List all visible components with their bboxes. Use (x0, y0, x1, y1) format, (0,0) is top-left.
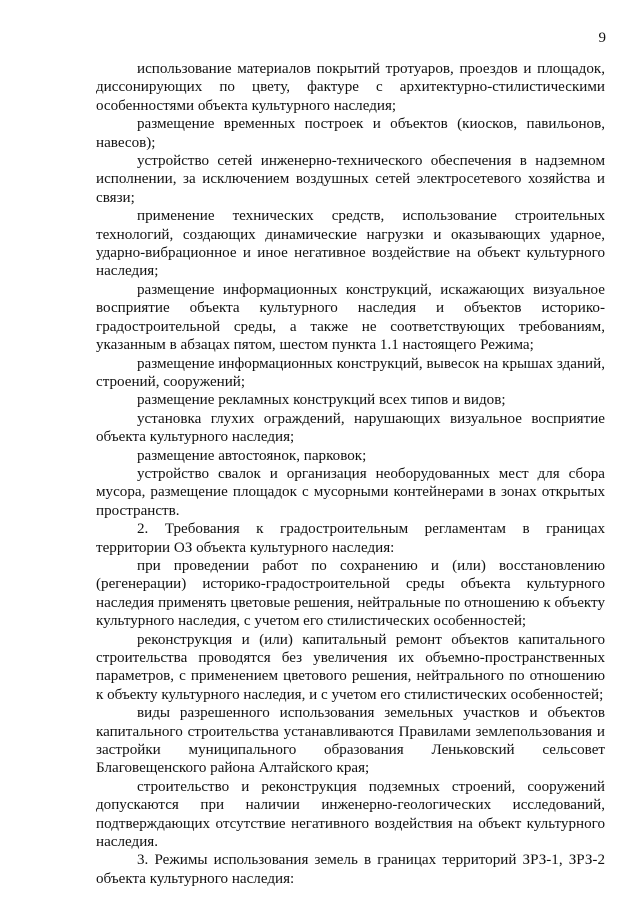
paragraph: применение технических средств, использование строительных технологий, создающих динамические нагрузки и оказывающих ударное, ударно-вибрационное и иное негативное воздействие на объект культурного наследия; (96, 208, 605, 280)
paragraph: размещение рекламных конструкций всех типов и видов; (137, 392, 506, 409)
paragraph: размещение автостоянок, парковок; (137, 447, 367, 464)
paragraph: размещение временных построек и объектов (киосков, павильонов, навесов); (96, 116, 605, 151)
paragraph: устройство свалок и организация необорудованных мест для сбора мусора, размещение площадок с мусорными контейнерами в зонах открытых пространств. (96, 465, 605, 519)
paragraph: при проведении работ по сохранению и (или) восстановлению (регенерации) историко-градостроительной среды объекта культурного наследия применять цветовые решения, нейтральные по отношению к объекту культурного наследия, с учетом его стилистических особенностей; (96, 557, 605, 630)
paragraph: строительство и реконструкция подземных строений, сооружений допускаются при наличии инженерно-геологических исследований, подтверждающих отсутствие негативного воздействия на объект культурного наследия. (96, 778, 605, 851)
paragraph: реконструкция и (или) капитальный ремонт объектов капитального строительства проводятся без увеличения их объемно-пространственных параметров, с применением цветового решения, нейтрального по отношению к объекту культурного наследия, и с учетом его стилистических особенностей; (96, 631, 605, 703)
paragraph: размещение информационных конструкций, искажающих визуальное восприятие объекта культурного наследия и объектов историко-градостроительной среды, а также не соответствующих требованиям, указанным в абзацах пятом, шестом пункта 1.1 настоящего Режима; (96, 281, 605, 354)
document-body (96, 60, 605, 888)
paragraph: использование материалов покрытий тротуаров, проездов и площадок, диссонирующих по цвету, фактуре с архитектурно-стилистическими особенностями объекта культурного наследия; (96, 61, 605, 114)
page-number: 9 (598, 30, 606, 46)
paragraph: установка глухих ограждений, нарушающих визуальное восприятие объекта культурного наследия; (96, 410, 605, 446)
section-heading: 3. Режимы использования земель в границах территорий ЗРЗ-1, ЗРЗ-2 объекта культурного наследия: (96, 852, 605, 887)
paragraph: виды разрешенного использования земельных участков и объектов капитального строительства устанавливаются Правилами землепользования и застройки муниципального образования Леньковский сельсовет Благовещенского района Алтайского края; (96, 705, 605, 777)
paragraph: размещение информационных конструкций, вывесок на крышах зданий, строений, сооружений; (96, 355, 605, 390)
paragraph: устройство сетей инженерно-технического обеспечения в надземном исполнении, за исключением воздушных сетей электросетевого хозяйства и связи; (96, 153, 605, 206)
section-heading: 2. Требования к градостроительным регламентам в границах территории ОЗ объекта культурного наследия: (96, 521, 605, 556)
